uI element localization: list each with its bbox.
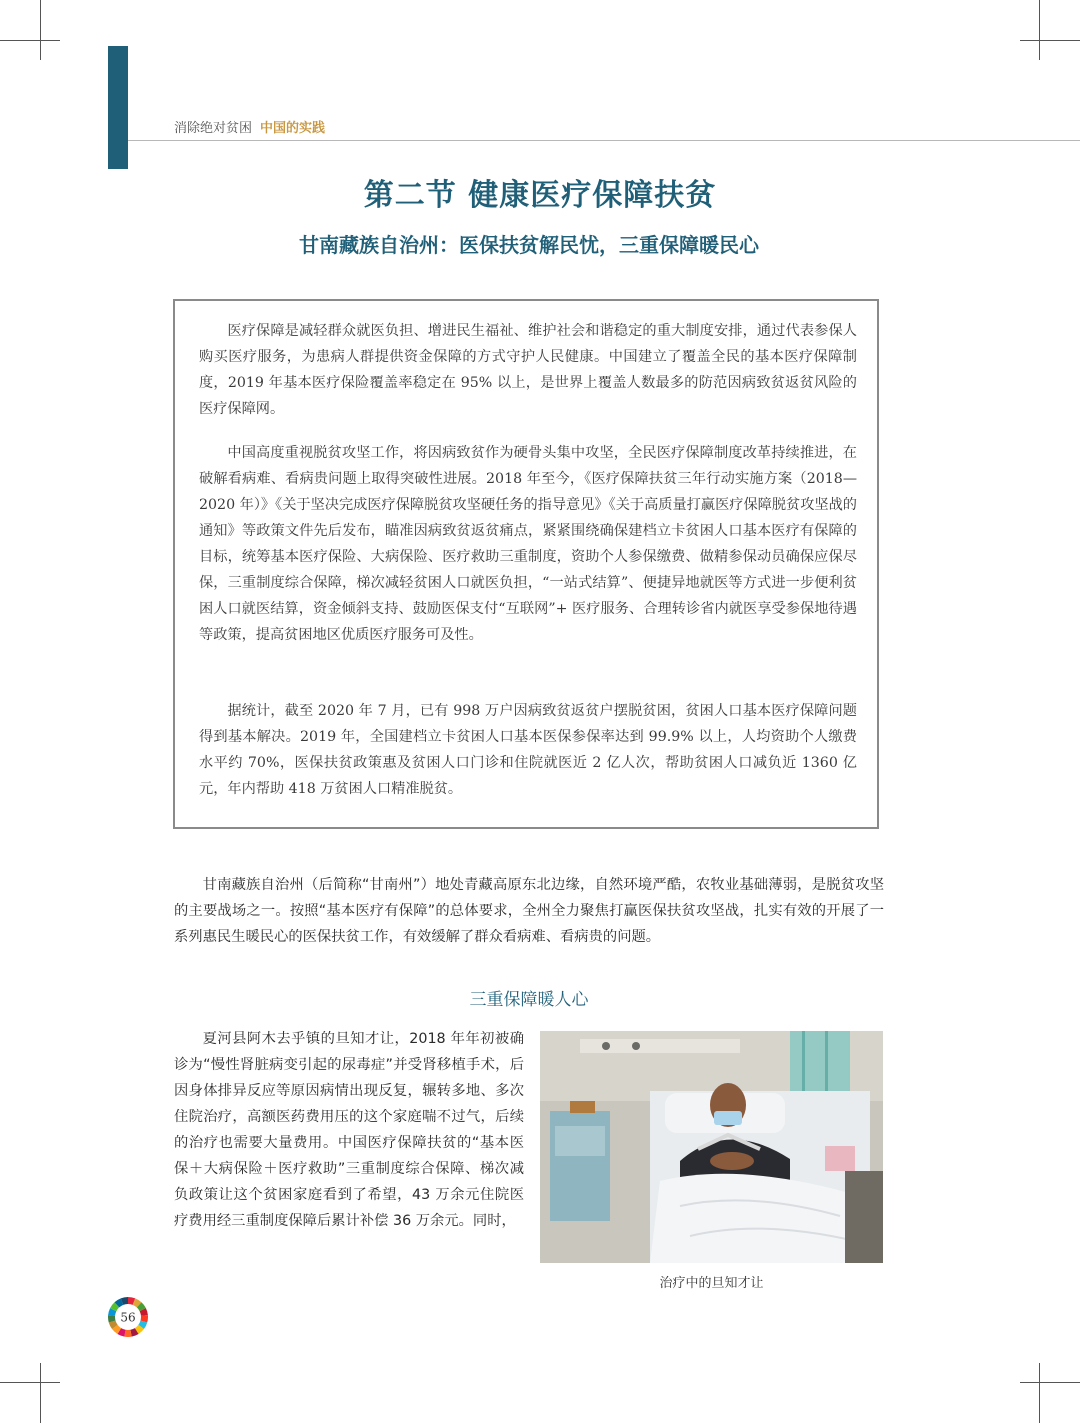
page-number: 56 <box>120 1310 136 1325</box>
overview-paragraph: 医疗保障是减轻群众就医负担、增进民生福祉、维护社会和谐稳定的重大制度安排，通过代表参保人购买医疗服务，为患病人群提供资金保障的方式守护人民健康。中国建立了覆盖全民的基本医疗保障制度，2019 年基本医疗保险覆盖率稳定在 95% 以上，是世界上覆盖人数最多的防范因病致贫返贫风险的医疗保障网。 <box>199 323 857 417</box>
section-title: 第二节 健康医疗保障扶贫 <box>363 178 717 213</box>
crop-mark <box>1020 1382 1080 1383</box>
overview-paragraph: 中国高度重视脱贫攻坚工作，将因病致贫作为硬骨头集中攻坚，全民医疗保障制度改革持续推进，在破解看病难、看病贵问题上取得突破性进展。2018 年至今，《医疗保障扶贫三年行动实施方案（2018—2020 年）》《关于坚决完成医疗保障脱贫攻坚硬任务的指导意见》《关于高质量打赢医疗保障脱贫攻坚战的通知》等政策文件先后发布，瞄准因病致贫返贫痛点，紧紧围绕确保建档立卡贫困人口基本医疗有保障的目标，统筹基本医疗保险、大病保险、医疗救助三重制度，资助个人参保缴费、做精参保动员确保应保尽保，三重制度综合保障，梯次减轻贫困人口就医负担，“一站式结算”、便捷异地就医等方式进一步便利贫困人口就医结算，资金倾斜支持、鼓励医保支付“互联网”+ 医疗服务、合理转诊省内就医享受参保地待遇等政策，提高贫困地区优质医疗服务可及性。 <box>199 445 857 643</box>
header-color-bar <box>108 46 128 169</box>
intro-paragraph: 甘南藏族自治州（后简称“甘南州”）地处青藏高原东北边缘，自然环境严酷，农牧业基础薄弱，是脱贫攻坚的主要战场之一。按照“基本医疗有保障”的总体要求，全州全力聚焦打赢医保扶贫攻坚战，扎实有效的开展了一系列惠民生暖民心的医保扶贫工作，有效缓解了群众看病难、看病贵的问题。 <box>174 877 884 945</box>
page-number-badge <box>108 1297 148 1337</box>
running-header-title: 消除绝对贫困 <box>174 121 253 136</box>
story-paragraph: 夏河县阿木去乎镇的旦知才让，2018 年年初被确诊为“慢性肾脏病变引起的尿毒症”并受肾移植手术，后因身体排异反应等原因病情出现反复，辗转多地、多次住院治疗，高额医药费用压的这个家庭喘不过气，后续的治疗也需要大量费用。中国医疗保障扶贫的“基本医保＋大病保险＋医疗救助”三重制度综合保障、梯次减负政策让这个贫困家庭看到了希望，43 万余元住院医疗费用经三重制度保障后累计补偿 36 万余元。同时， <box>174 1031 524 1229</box>
crop-mark <box>40 0 41 60</box>
header-rule <box>128 140 1080 141</box>
running-header-accent: 中国的实践 <box>260 121 326 136</box>
overview-paragraph: 据统计，截至 2020 年 7 月，已有 998 万户因病致贫返贫户摆脱贫困，贫困人口基本医疗保障问题得到基本解决。2019 年，全国建档立卡贫困人口基本医保参保率达到 99.9% 以上，人均资助个人缴费水平约 70%，医保扶贫政策惠及贫困人口门诊和住院就医近 2 亿人次，帮助贫困人口减负近 1360 亿元，年内帮助 418 万贫困人口精准脱贫。 <box>199 703 857 797</box>
crop-mark <box>1020 40 1080 41</box>
patient-photo <box>540 1031 883 1263</box>
crop-mark <box>40 1363 41 1423</box>
case-subtitle: 甘南藏族自治州：医保扶贫解民忧，三重保障暖民心 <box>299 233 759 257</box>
crop-mark <box>0 1382 60 1383</box>
running-header <box>174 117 325 136</box>
crop-mark <box>0 40 60 41</box>
crop-mark <box>1039 0 1040 60</box>
photo-caption: 治疗中的旦知才让 <box>659 1276 764 1291</box>
subsection-heading: 三重保障暖人心 <box>469 990 589 1010</box>
overview-box <box>173 299 879 829</box>
crop-mark <box>1039 1363 1040 1423</box>
